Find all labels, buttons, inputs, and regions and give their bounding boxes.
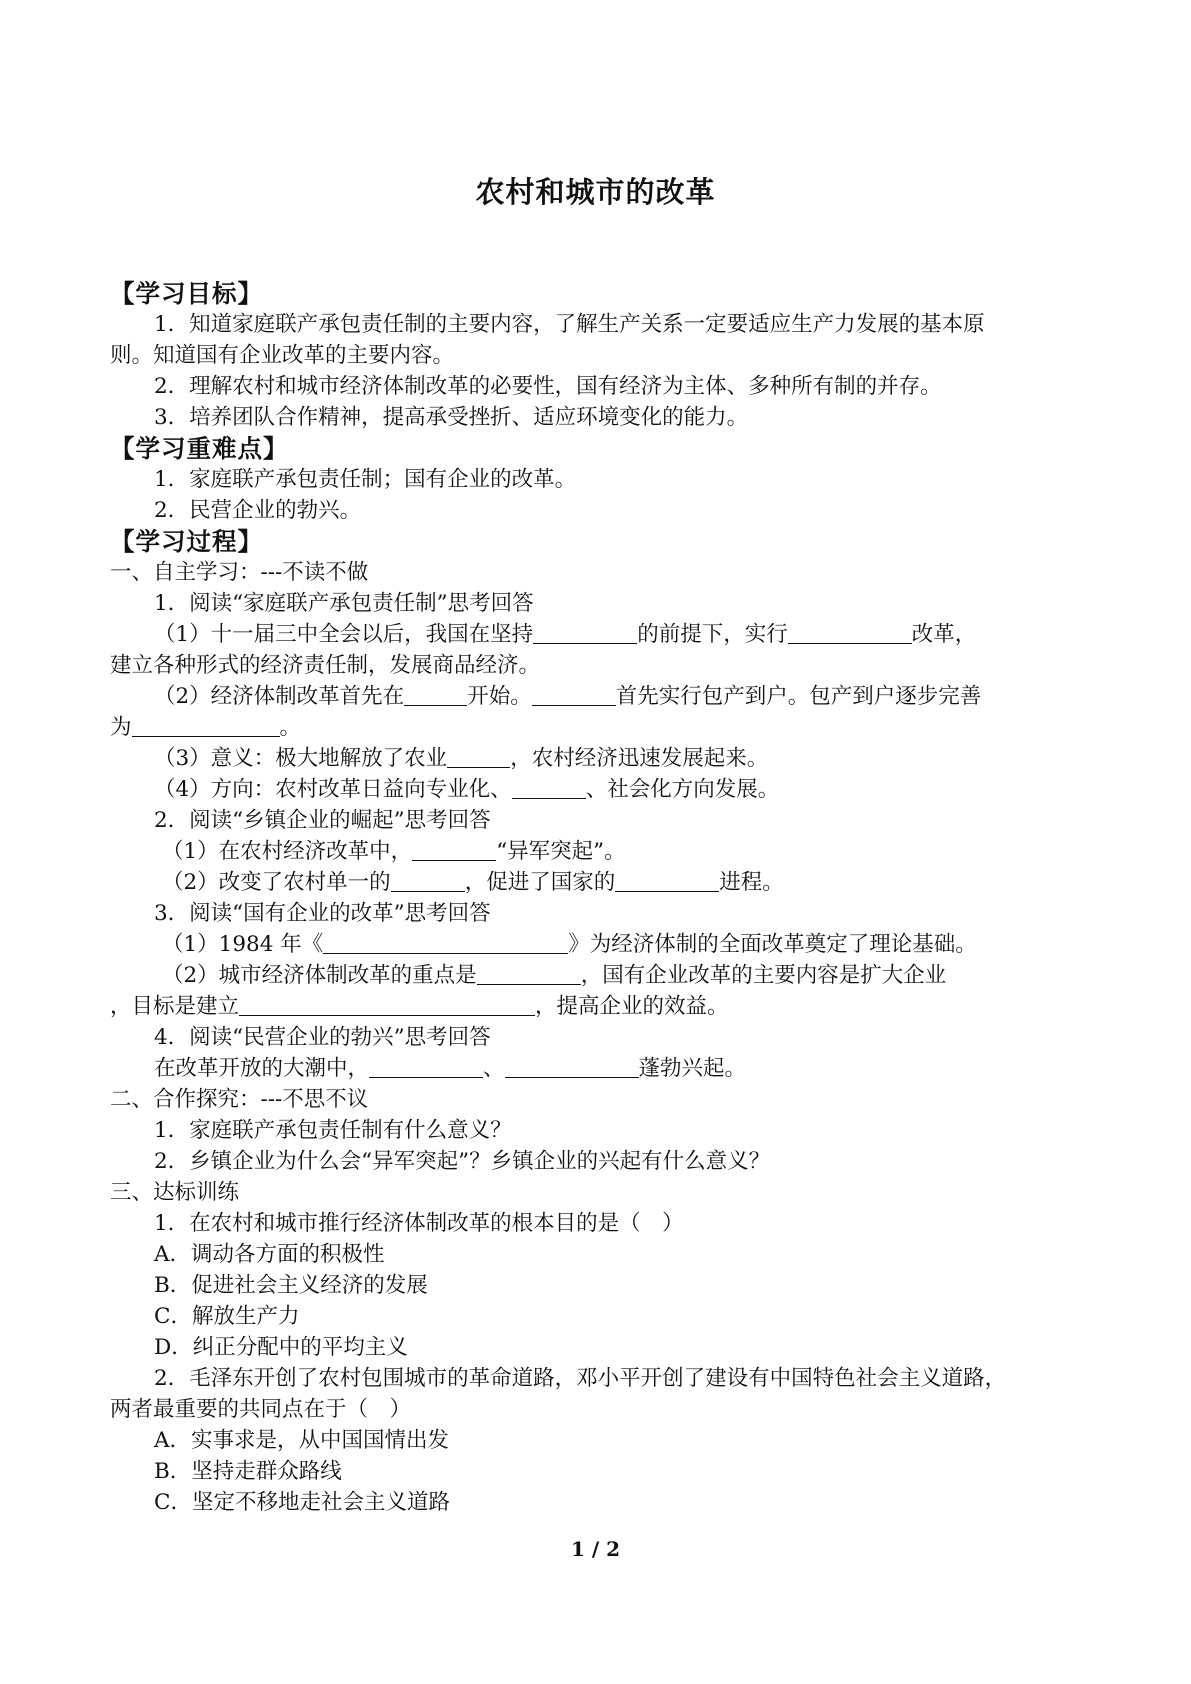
- section-header-goals: 【学习目标】: [110, 279, 263, 308]
- training-q2-option-c: C．坚定不移地走社会主义道路: [154, 1490, 450, 1515]
- training-q1-option-c: C．解放生产力: [154, 1304, 300, 1329]
- text: 首先实行包产到户。包产到户逐步完善: [615, 684, 982, 709]
- text: （3）意义：极大地解放了农业: [154, 746, 448, 771]
- question-1-1-line-b: 建立各种形式的经济责任制，发展商品经济。: [110, 653, 541, 678]
- key-point-1: 1．家庭联产承包责任制；国有企业的改革。: [154, 467, 577, 492]
- question-3: 3．阅读“国有企业的改革”思考回答: [154, 901, 491, 926]
- question-2: 2．阅读“乡镇企业的崛起”思考回答: [154, 808, 491, 833]
- fill-blank[interactable]: [788, 619, 912, 644]
- goal-1-line-b: 则。知道国有企业改革的主要内容。: [110, 343, 455, 368]
- cooperation-heading: 二、合作探究：---不思不议: [110, 1087, 369, 1112]
- question-2-2: [110, 867, 1090, 898]
- question-4: 4．阅读“民营企业的勃兴”思考回答: [154, 1025, 491, 1050]
- text: ，农村经济迅速发展起来。: [510, 746, 769, 771]
- question-1-2-line-a: [110, 681, 1090, 712]
- question-1: 1．阅读“家庭联产承包责任制”思考回答: [154, 591, 534, 616]
- training-q2-option-a: A．实事求是，从中国国情出发: [154, 1428, 450, 1453]
- fill-blank[interactable]: [404, 681, 467, 706]
- question-1-1-line-a: [110, 619, 1090, 650]
- text: 》为经济体制的全面改革奠定了理论基础。: [568, 932, 977, 957]
- question-4-1: [110, 1053, 1090, 1084]
- goal-2: 2．理解农村和城市经济体制改革的必要性，国有经济为主体、多种所有制的并存。: [154, 374, 942, 399]
- fill-blank[interactable]: [512, 774, 586, 799]
- training-q1-option-a: A．调动各方面的积极性: [154, 1242, 385, 1267]
- training-q1-option-b: B．促进社会主义经济的发展: [154, 1273, 428, 1298]
- text: 为: [110, 715, 132, 740]
- text: 开始。: [467, 684, 532, 709]
- text: （1）1984 年《: [162, 932, 324, 957]
- text: ，促进了国家的: [464, 870, 616, 895]
- goal-1-line-a: 1．知道家庭联产承包责任制的主要内容，了解生产关系一定要适应生产力发展的基本原: [154, 312, 985, 337]
- page-title: 农村和城市的改革: [475, 175, 716, 209]
- text: （2）城市经济体制改革的重点是: [162, 963, 477, 988]
- text: 、: [483, 1056, 505, 1081]
- text: 在改革开放的大潮中，: [154, 1056, 370, 1081]
- text: ，国有企业改革的主要内容是扩大企业: [580, 963, 947, 988]
- cooperation-question-1: 1．家庭联产承包责任制有什么意义？: [154, 1118, 512, 1143]
- text: 。: [279, 715, 302, 740]
- text: （1）在农村经济改革中，: [162, 839, 413, 864]
- training-question-2-line-a: 2．毛泽东开创了农村包围城市的革命道路，邓小平开创了建设有中国特色社会主义道路，: [154, 1366, 1007, 1391]
- text: ，提高企业的效益。: [535, 994, 729, 1019]
- question-1-2-line-b: [110, 712, 1090, 743]
- text: ，目标是建立: [110, 994, 240, 1019]
- self-study-heading: 一、自主学习：---不读不做: [110, 560, 369, 585]
- text: 的前提下，实行: [637, 622, 788, 647]
- document-body: [110, 278, 1090, 1518]
- text: 进程。: [719, 870, 784, 895]
- fill-blank[interactable]: [447, 743, 510, 768]
- fill-blank[interactable]: [505, 1053, 639, 1078]
- fill-blank[interactable]: [239, 991, 535, 1016]
- training-question-1: 1．在农村和城市推行经济体制改革的根本目的是（ ）: [154, 1211, 684, 1236]
- text: （2）经济体制改革首先在: [154, 684, 405, 709]
- training-q2-option-b: B．坚持走群众路线: [154, 1459, 342, 1484]
- training-question-2-line-b: 两者最重要的共同点在于（ ）: [110, 1397, 412, 1422]
- text: （1）十一届三中全会以后，我国在坚持: [154, 622, 534, 647]
- key-point-2: 2．民营企业的勃兴。: [154, 498, 362, 523]
- text: “异军突起”。: [496, 839, 626, 864]
- section-header-process: 【学习过程】: [110, 527, 263, 556]
- fill-blank[interactable]: [323, 929, 568, 954]
- fill-blank[interactable]: [532, 681, 616, 706]
- text: 蓬勃兴起。: [638, 1056, 747, 1081]
- text: 、社会化方向发展。: [585, 777, 780, 802]
- fill-blank[interactable]: [369, 1053, 483, 1078]
- fill-blank[interactable]: [412, 836, 496, 861]
- fill-blank[interactable]: [391, 867, 465, 892]
- cooperation-question-2: 2．乡镇企业为什么会“异军突起”？乡镇企业的兴起有什么意义？: [154, 1149, 771, 1174]
- section-header-key-points: 【学习重难点】: [110, 434, 289, 463]
- question-2-1: [110, 836, 1090, 867]
- question-1-4: [110, 774, 1090, 805]
- fill-blank[interactable]: [132, 712, 280, 737]
- question-3-2-line-a: [110, 960, 1090, 991]
- question-1-3: [110, 743, 1090, 774]
- text: （2）改变了农村单一的: [162, 870, 391, 895]
- training-heading: 三、达标训练: [110, 1180, 240, 1205]
- text: 改革，: [911, 622, 977, 647]
- page-number: 1 / 2: [570, 1537, 621, 1561]
- question-3-2-line-b: [110, 991, 1090, 1022]
- fill-blank[interactable]: [615, 867, 719, 892]
- fill-blank[interactable]: [533, 619, 637, 644]
- question-3-1: [110, 929, 1090, 960]
- fill-blank[interactable]: [477, 960, 581, 985]
- text: （4）方向：农村改革日益向专业化、: [154, 777, 512, 802]
- goal-3: 3．培养团队合作精神，提高承受挫折、适应环境变化的能力。: [154, 405, 749, 430]
- training-q1-option-d: D．纠正分配中的平均主义: [154, 1335, 408, 1360]
